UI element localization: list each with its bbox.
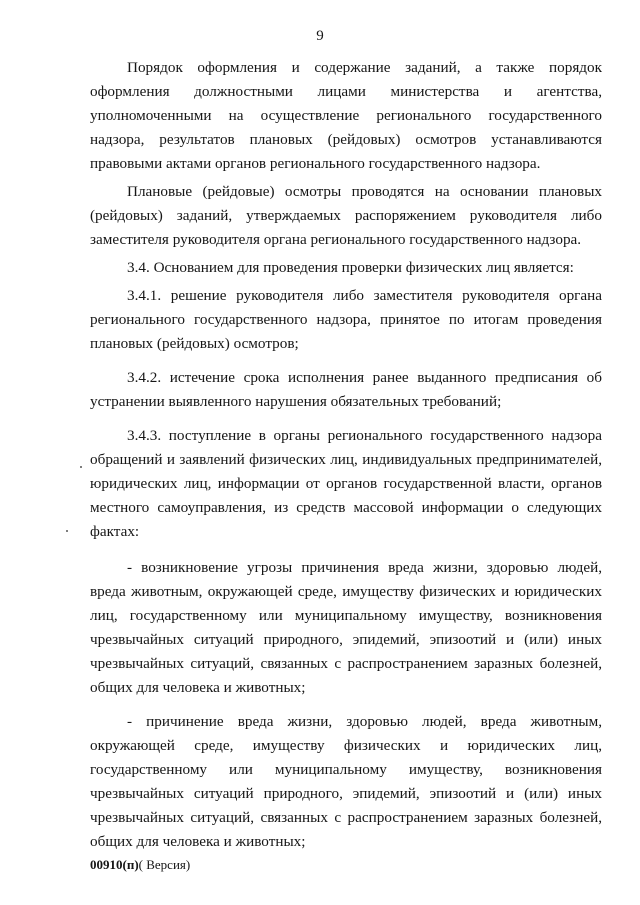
scan-speck <box>66 530 68 532</box>
scan-speck <box>80 466 82 468</box>
paragraph-3-4-2: 3.4.2. истечение срока исполнения ранее выданного предписания об устранении выявленного нарушения обязательных требований; <box>90 369 602 410</box>
document-footer <box>90 857 190 873</box>
list-item-causing-harm: - причинение вреда жизни, здоровью людей, вреда животным, окружающей среде, имуществу физических и юридических лиц, государственному или муниципальному имуществу, возникновения чрезвычайных ситуаций природного, эпидемий, эпизоотий и (или) иных чрезвычайных ситуаций, связанных с распространением заразных болезней, общих для человека и животных; <box>90 713 602 850</box>
paragraph-planned-inspections-basis: Плановые (рейдовые) осмотры проводятся на основании плановых (рейдовых) заданий, утверждаемых распоряжением руководителя либо заместителя руководителя органа регионального государственного надзора. <box>90 183 602 248</box>
paragraph-3-4-3: 3.4.3. поступление в органы регионального государственного надзора обращений и заявлений физических лиц, индивидуальных предпринимателей, юридических лиц, информации от органов государственной власти, органов местного самоуправления, из средств массовой информации о следующих фактах: <box>90 427 602 540</box>
document-version: ( Версия) <box>138 857 191 872</box>
document-body <box>90 56 602 854</box>
document-code: 00910(п) <box>90 857 139 872</box>
list-item-threat-of-harm: - возникновение угрозы причинения вреда жизни, здоровью людей, вреда животным, окружающей среде, имуществу физических и юридических лиц, государственному или муниципальному имуществу, возникновения чрезвычайных ситуаций природного, эпидемий, эпизоотий и (или) иных чрезвычайных ситуаций, связанных с распространением заразных болезней, общих для человека и животных; <box>90 559 602 696</box>
paragraph-inspection-tasks-procedure: Порядок оформления и содержание заданий, а также порядок оформления должностными лицами министерства и агентства, уполномоченными на осуществление регионального государственного надзора, результатов плановых (рейдовых) осмотров устанавливаются правовыми актами органов регионального государственного надзора. <box>90 59 602 172</box>
paragraph-3-4-grounds: 3.4. Основанием для проведения проверки физических лиц является: <box>127 259 574 276</box>
page-number: 9 <box>316 28 324 44</box>
paragraph-3-4-1: 3.4.1. решение руководителя либо заместителя руководителя органа регионального государственного надзора, принятое по итогам проведения плановых (рейдовых) осмотров; <box>90 287 602 352</box>
